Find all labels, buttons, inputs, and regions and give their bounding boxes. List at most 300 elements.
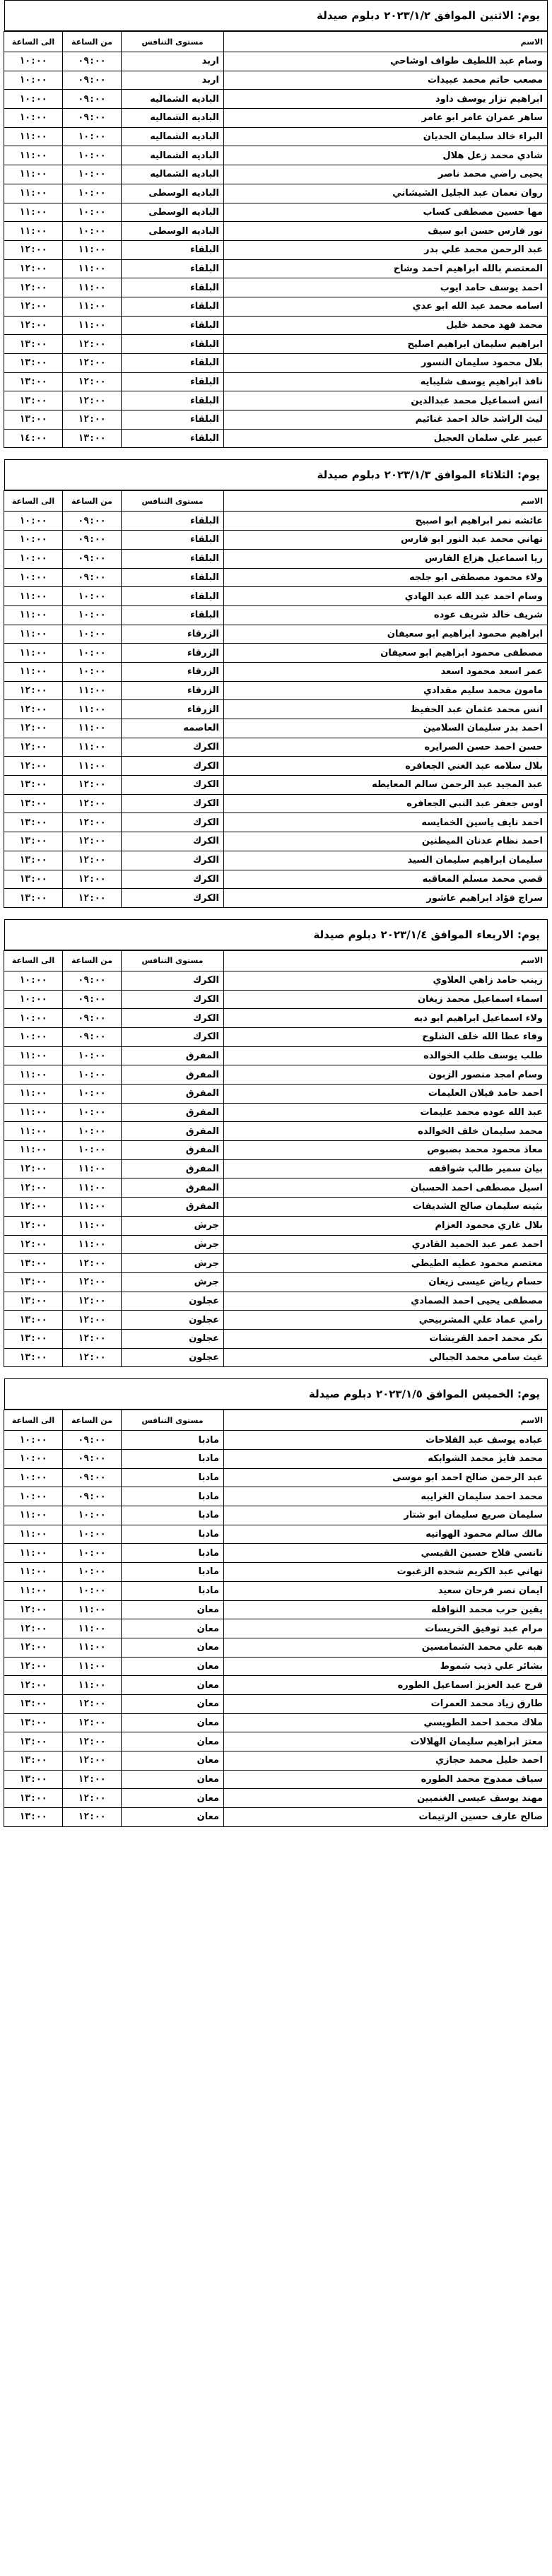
table-row [4,1254,548,1273]
cell-name: حسام رياض عيسى زيغان [224,1272,548,1292]
cell-to: ١١:٠٠ [4,605,63,625]
cell-from: ١٢:٠٠ [63,889,122,908]
table-row [4,1311,548,1330]
cell-to: ١٢:٠٠ [4,1198,63,1217]
cell-level: مادبا [122,1544,224,1563]
cell-level: البلقاء [122,240,224,259]
cell-name: احمد يوسف حامد ايوب [224,278,548,297]
table-row [4,410,548,430]
cell-to: ١٢:٠٠ [4,1600,63,1619]
cell-level: مادبا [122,1506,224,1525]
cell-name: حسن احمد حسن الصرايره [224,738,548,757]
cell-level: الكرك [122,889,224,908]
cell-to: ١٢:٠٠ [4,738,63,757]
table-row [4,1122,548,1141]
cell-name: احمد حامد فيلان العليمات [224,1085,548,1104]
cell-name: هبه علي محمد الشمامسين [224,1638,548,1657]
cell-level: الزرقاء [122,662,224,681]
cell-name: يحيى راضي محمد ناصر [224,165,548,184]
cell-from: ١٠:٠٠ [63,1525,122,1544]
cell-to: ١١:٠٠ [4,1506,63,1525]
cell-name: احمد خليل محمد حجازي [224,1751,548,1771]
cell-to: ١٣:٠٠ [4,1732,63,1751]
cell-level: البلقاء [122,512,224,531]
cell-level: معان [122,1657,224,1676]
cell-name: اوس جعفر عبد النبي الجعافره [224,794,548,813]
cell-level: البلقاء [122,278,224,297]
table-row [4,1600,548,1619]
cell-to: ١٠:٠٠ [4,549,63,568]
day-section [4,459,548,907]
cell-to: ١٢:٠٠ [4,681,63,700]
table-row [4,429,548,448]
cell-level: المفرق [122,1198,224,1217]
cell-name: ملاك محمد احمد الطويسي [224,1713,548,1732]
header-name: الاسم [224,950,548,971]
cell-to: ١١:٠٠ [4,644,63,663]
program-label: دبلوم صيدلة [308,1388,372,1401]
cell-name: احمد بدر سليمان السلامين [224,719,548,738]
cell-from: ١٢:٠٠ [63,832,122,851]
cell-to: ١٠:٠٠ [4,71,63,90]
cell-from: ١٢:٠٠ [63,1348,122,1367]
cell-from: ٠٩:٠٠ [63,1027,122,1046]
cell-name: بيان سمير طالب شواقفه [224,1159,548,1178]
cell-name: يقين حرب محمد النوافله [224,1600,548,1619]
cell-to: ١٢:٠٠ [4,1235,63,1254]
table-header-row [4,1410,548,1431]
cell-to: ١٣:٠٠ [4,1254,63,1273]
cell-to: ١١:٠٠ [4,625,63,644]
cell-to: ١٢:٠٠ [4,700,63,719]
table-row [4,1563,548,1582]
day-label: يوم: الاربعاء [476,928,540,941]
cell-level: معان [122,1751,224,1771]
cell-name: ريا اسماعيل هزاع الفارس [224,549,548,568]
table-row [4,1348,548,1367]
table-row [4,71,548,90]
cell-from: ٠٩:٠٠ [63,90,122,109]
cell-to: ١٢:٠٠ [4,297,63,316]
cell-name: بلال سلامه عبد الغني الجعافره [224,757,548,776]
cell-to: ١٣:٠٠ [4,813,63,832]
cell-level: الكرك [122,990,224,1009]
cell-name: انس محمد عثمان عبد الحفيظ [224,700,548,719]
cell-from: ١٠:٠٠ [63,1103,122,1122]
table-row [4,1732,548,1751]
cell-from: ١٠:٠٠ [63,1506,122,1525]
table-row [4,165,548,184]
cell-to: ١١:٠٠ [4,1544,63,1563]
cell-name: مصطفى يحيى احمد الصمادي [224,1292,548,1311]
cell-level: البلقاء [122,549,224,568]
table-row [4,870,548,889]
cell-to: ١٠:٠٠ [4,990,63,1009]
cell-level: العاصمه [122,719,224,738]
cell-level: البلقاء [122,391,224,410]
cell-level: البلقاء [122,316,224,335]
table-row [4,278,548,297]
cell-to: ١١:٠٠ [4,127,63,146]
table-row [4,1676,548,1695]
cell-level: مادبا [122,1450,224,1469]
cell-level: الزرقاء [122,644,224,663]
table-row [4,1431,548,1450]
cell-from: ١٠:٠٠ [63,587,122,606]
day-label: يوم: الاثنين [480,9,540,22]
cell-to: ١٣:٠٠ [4,1311,63,1330]
table-row [4,146,548,165]
cell-level: البلقاء [122,372,224,391]
table-row [4,52,548,71]
cell-from: ١١:٠٠ [63,1159,122,1178]
table-row [4,316,548,335]
cell-to: ١٤:٠٠ [4,429,63,448]
cell-level: البلقاء [122,354,224,373]
cell-level: الكرك [122,757,224,776]
header-level: مستوى التنافس [122,950,224,971]
table-row [4,851,548,870]
cell-level: البلقاء [122,605,224,625]
section-title [4,0,548,31]
cell-from: ١٢:٠٠ [63,1751,122,1771]
cell-name: شادي محمد زعل هلال [224,146,548,165]
table-row [4,1141,548,1160]
cell-name: معتصم محمود عطيه الطيطي [224,1254,548,1273]
cell-level: معان [122,1770,224,1789]
cell-to: ١٠:٠٠ [4,90,63,109]
section-title [4,459,548,490]
cell-level: اربد [122,71,224,90]
cell-level: الكرك [122,776,224,795]
cell-level: الكرك [122,1027,224,1046]
cell-name: شريف خالد شريف عوده [224,605,548,625]
cell-to: ١٠:٠٠ [4,512,63,531]
cell-level: البلقاء [122,587,224,606]
cell-level: الكرك [122,794,224,813]
cell-name: مها حسين مصطفى كساب [224,203,548,222]
cell-name: عبد الرحمن محمد علي بدر [224,240,548,259]
cell-level: المفرق [122,1159,224,1178]
cell-to: ١٣:٠٠ [4,832,63,851]
table-row [4,1751,548,1771]
cell-from: ١٠:٠٠ [63,1046,122,1065]
cell-from: ١١:٠٠ [63,1600,122,1619]
day-label: يوم: الثلاثاء [480,468,540,482]
cell-from: ١٠:٠٠ [63,1581,122,1600]
cell-name: مالك سالم محمود الهواتيه [224,1525,548,1544]
cell-from: ١٠:٠٠ [63,644,122,663]
cell-name: البراء خالد سليمان الحديان [224,127,548,146]
cell-from: ١٢:٠٠ [63,1329,122,1348]
schedule-table [4,490,548,907]
table-row [4,813,548,832]
cell-to: ١١:٠٠ [4,662,63,681]
table-row [4,700,548,719]
cell-to: ١١:٠٠ [4,1141,63,1160]
table-row [4,1159,548,1178]
section-title [4,919,548,950]
cell-name: تهاني محمد عبد النور ابو فارس [224,531,548,550]
cell-from: ١١:٠٠ [63,1638,122,1657]
cell-level: المفرق [122,1122,224,1141]
cell-to: ١٣:٠٠ [4,1694,63,1713]
cell-name: وسام عبد اللطيف طواف اوشاحي [224,52,548,71]
cell-to: ١١:٠٠ [4,203,63,222]
table-row [4,605,548,625]
cell-to: ١٣:٠٠ [4,1272,63,1292]
cell-from: ١١:٠٠ [63,1657,122,1676]
cell-name: مرام عبد توفيق الخريسات [224,1619,548,1638]
cell-from: ١٢:٠٠ [63,335,122,354]
cell-name: محمد فهد محمد خليل [224,316,548,335]
cell-name: معتز ابراهيم سليمان الهلالات [224,1732,548,1751]
cell-from: ١١:٠٠ [63,278,122,297]
cell-level: الكرك [122,1009,224,1028]
cell-level: المفرق [122,1065,224,1085]
table-row [4,1046,548,1065]
table-row [4,1808,548,1827]
table-row [4,681,548,700]
cell-from: ١٢:٠٠ [63,372,122,391]
cell-to: ١٣:٠٠ [4,1808,63,1827]
table-row [4,1713,548,1732]
cell-to: ١١:٠٠ [4,1122,63,1141]
cell-from: ١٠:٠٠ [63,146,122,165]
cell-name: المعتصم بالله ابراهيم احمد وشاح [224,259,548,278]
cell-to: ١٢:٠٠ [4,1159,63,1178]
cell-level: جرش [122,1272,224,1292]
schedule-table [4,31,548,448]
cell-from: ٠٩:٠٠ [63,1009,122,1028]
cell-to: ١١:٠٠ [4,587,63,606]
cell-level: عجلون [122,1348,224,1367]
cell-level: المفرق [122,1178,224,1198]
cell-from: ١١:٠٠ [63,316,122,335]
cell-from: ١٠:٠٠ [63,1563,122,1582]
cell-to: ١٣:٠٠ [4,410,63,430]
cell-name: بكر محمد احمد القريشات [224,1329,548,1348]
cell-name: نافذ ابراهيم يوسف شليبايه [224,372,548,391]
cell-level: الباديه الوسطى [122,203,224,222]
schedule-table [4,1410,548,1826]
cell-name: سليمان ابراهيم سليمان السيد [224,851,548,870]
cell-level: مادبا [122,1581,224,1600]
cell-from: ٠٩:٠٠ [63,549,122,568]
cell-level: البلقاء [122,335,224,354]
cell-name: عبد المجيد عبد الرحمن سالم المعايطه [224,776,548,795]
cell-to: ١١:٠٠ [4,184,63,203]
cell-name: انس اسماعيل محمد عبدالدين [224,391,548,410]
cell-to: ١٣:٠٠ [4,851,63,870]
table-row [4,109,548,128]
table-row [4,1694,548,1713]
cell-level: مادبا [122,1487,224,1506]
cell-to: ١١:٠٠ [4,222,63,241]
cell-name: ايمان نصر فرحان سعيد [224,1581,548,1600]
table-row [4,776,548,795]
table-row [4,990,548,1009]
cell-name: ابراهيم محمود ابراهيم ابو سعيفان [224,625,548,644]
table-row [4,889,548,908]
cell-name: ابراهيم نزار يوسف داود [224,90,548,109]
cell-from: ١٢:٠٠ [63,391,122,410]
table-row [4,1770,548,1789]
cell-to: ١٣:٠٠ [4,794,63,813]
cell-name: احمد نايف ياسين الخمايسه [224,813,548,832]
header-level: مستوى التنافس [122,491,224,512]
cell-to: ١١:٠٠ [4,1085,63,1104]
cell-level: المفرق [122,1046,224,1065]
cell-from: ٠٩:٠٠ [63,52,122,71]
schedule-table [4,950,548,1367]
cell-to: ١٢:٠٠ [4,1216,63,1235]
table-row [4,1487,548,1506]
cell-name: اسيل مصطفى احمد الحسبان [224,1178,548,1198]
table-row [4,568,548,587]
cell-from: ١٠:٠٠ [63,605,122,625]
cell-from: ١٢:٠٠ [63,870,122,889]
cell-name: فرح عبد العزيز اسماعيل الطوره [224,1676,548,1695]
day-section [4,0,548,448]
table-row [4,222,548,241]
cell-from: ١١:٠٠ [63,719,122,738]
cell-to: ١٢:٠٠ [4,1657,63,1676]
cell-to: ١٢:٠٠ [4,278,63,297]
cell-name: عبير علي سلمان العجيل [224,429,548,448]
cell-level: البلقاء [122,297,224,316]
table-row [4,1085,548,1104]
cell-level: جرش [122,1235,224,1254]
cell-level: معان [122,1694,224,1713]
cell-from: ١٣:٠٠ [63,429,122,448]
cell-to: ١٢:٠٠ [4,1619,63,1638]
cell-name: مصطفى محمود ابراهيم ابو سعيفان [224,644,548,663]
cell-from: ١٢:٠٠ [63,1694,122,1713]
cell-name: ولاء محمود مصطفى ابو جلجه [224,568,548,587]
cell-name: طارق زياد محمد العمرات [224,1694,548,1713]
cell-to: ١٣:٠٠ [4,335,63,354]
date-label: الموافق ٢٠٢٣/١/٢ [384,9,476,22]
cell-from: ٠٩:٠٠ [63,531,122,550]
cell-from: ٠٩:٠٠ [63,512,122,531]
cell-from: ١٢:٠٠ [63,1732,122,1751]
cell-name: زينب حامد زاهي العلاوي [224,971,548,990]
cell-name: احمد عمر عبد الحميد القادري [224,1235,548,1254]
header-to: الى الساعة [4,491,63,512]
cell-from: ١٠:٠٠ [63,662,122,681]
cell-from: ١٠:٠٠ [63,1122,122,1141]
cell-from: ١١:٠٠ [63,1676,122,1695]
day-section [4,1378,548,1826]
table-row [4,832,548,851]
table-row [4,240,548,259]
cell-level: البلقاء [122,259,224,278]
cell-from: ١٢:٠٠ [63,813,122,832]
cell-name: مهند يوسف عيسى الغنميين [224,1789,548,1808]
cell-name: قصي محمد مسلم المعاقبه [224,870,548,889]
table-row [4,1178,548,1198]
cell-to: ١٠:٠٠ [4,568,63,587]
cell-to: ١٣:٠٠ [4,1770,63,1789]
cell-name: سياف ممدوح محمد الطوره [224,1770,548,1789]
cell-name: وسام امجد منصور الزبون [224,1065,548,1085]
table-header-row [4,32,548,52]
cell-level: المفرق [122,1103,224,1122]
cell-name: رامي عماد علي المشربيحي [224,1311,548,1330]
cell-level: البلقاء [122,410,224,430]
cell-level: مادبا [122,1563,224,1582]
cell-name: سليمان صريع سليمان ابو شتار [224,1506,548,1525]
schedule-document [4,0,548,1827]
cell-name: تهاني عبد الكريم شحده الزغبوت [224,1563,548,1582]
cell-level: عجلون [122,1311,224,1330]
cell-name: بلال غازي محمود العزام [224,1216,548,1235]
cell-name: ابراهيم سليمان ابراهيم اصليح [224,335,548,354]
cell-to: ١٠:٠٠ [4,1450,63,1469]
cell-level: الكرك [122,813,224,832]
cell-to: ١٠:٠٠ [4,1009,63,1028]
program-label: دبلوم صيدلة [317,468,380,482]
header-name: الاسم [224,32,548,52]
table-row [4,971,548,990]
program-label: دبلوم صيدلة [313,928,377,941]
cell-to: ١١:٠٠ [4,146,63,165]
table-row [4,90,548,109]
cell-level: الزرقاء [122,681,224,700]
table-row [4,662,548,681]
cell-from: ١٢:٠٠ [63,1713,122,1732]
cell-level: الباديه الشماليه [122,109,224,128]
table-header-row [4,491,548,512]
cell-from: ٠٩:٠٠ [63,990,122,1009]
cell-to: ١٠:٠٠ [4,1487,63,1506]
cell-name: غيث سامي محمد الجبالي [224,1348,548,1367]
cell-level: جرش [122,1216,224,1235]
cell-name: معاذ محمود محمد بصبوص [224,1141,548,1160]
cell-to: ١٣:٠٠ [4,1348,63,1367]
cell-level: الكرك [122,971,224,990]
cell-to: ١٣:٠٠ [4,889,63,908]
cell-from: ١٠:٠٠ [63,184,122,203]
cell-to: ١٢:٠٠ [4,1178,63,1198]
table-row [4,757,548,776]
date-label: الموافق ٢٠٢٣/١/٣ [384,468,476,482]
cell-from: ١٢:٠٠ [63,1254,122,1273]
table-row [4,512,548,531]
table-row [4,184,548,203]
cell-name: اسامه محمد عبد الله ابو عدي [224,297,548,316]
cell-name: عائشه نمر ابراهيم ابو اصبيح [224,512,548,531]
cell-to: ١١:٠٠ [4,1563,63,1582]
cell-name: محمد سليمان خلف الخوالده [224,1122,548,1141]
cell-to: ١٣:٠٠ [4,372,63,391]
table-row [4,644,548,663]
header-from: من الساعة [63,950,122,971]
cell-level: معان [122,1713,224,1732]
cell-name: بلال محمود سليمان النسور [224,354,548,373]
table-row [4,259,548,278]
cell-name: وسام احمد عبد الله عبد الهادي [224,587,548,606]
cell-level: معان [122,1638,224,1657]
cell-from: ١٠:٠٠ [63,222,122,241]
header-name: الاسم [224,491,548,512]
table-row [4,794,548,813]
header-from: من الساعة [63,32,122,52]
section-title [4,1378,548,1410]
table-row [4,531,548,550]
program-label: دبلوم صيدلة [317,9,380,22]
